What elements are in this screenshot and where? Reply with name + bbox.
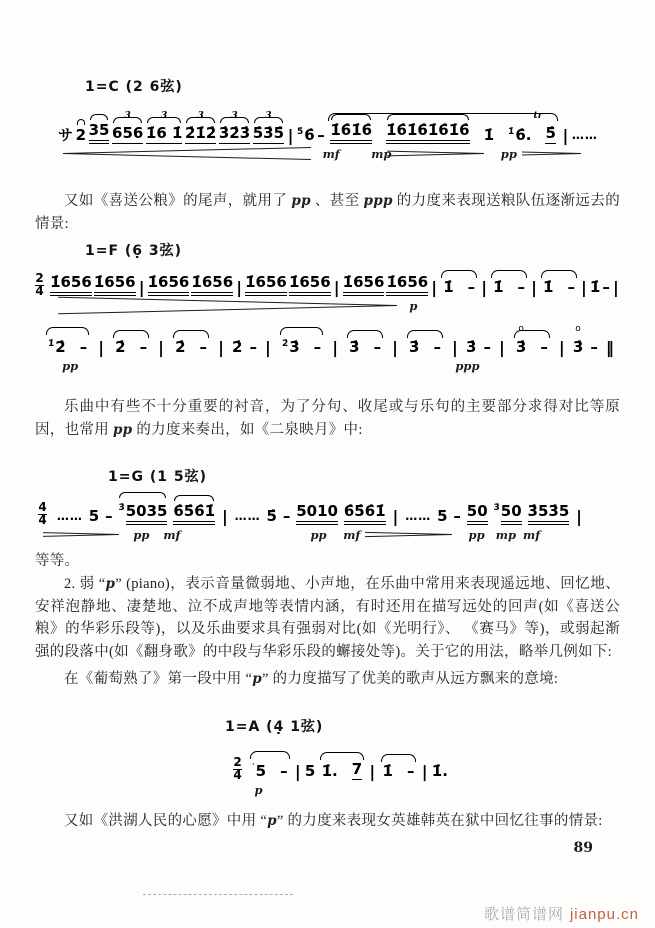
note: 1̇ [443,278,454,296]
note: 5̇3̇5̇ 3 [253,125,284,144]
note: – [282,507,291,525]
continuation-dots: …… [56,509,83,523]
note: 1̇656 [50,274,92,296]
notation-row [45,318,615,356]
note: $^{3̇}$50 [494,500,522,525]
note: 1̇656 [191,274,233,296]
slurred-group [513,324,551,356]
note: – [79,338,88,356]
note: $^{1̇}$2̇ [48,338,66,356]
grace-note: ′ [252,763,255,773]
dynamics-row [233,782,448,798]
barline: | [369,762,376,781]
paragraph-text: 、甚至 [310,193,364,209]
barline: | [576,507,582,526]
note: サ [58,126,74,144]
slurred-group [380,763,418,780]
note: 1̇ [543,278,554,296]
barline: | [138,278,145,297]
dynamic-mark-mf: mf [523,528,541,542]
note: 1̇ [493,278,504,296]
barline: | [558,338,565,357]
key-signature-f: 1=F (6̣ 3弦) [85,243,183,259]
note: 3̇2̇3̇ 3 [219,125,250,144]
key-signature-a: 1=A (4̣ 1弦) [225,719,324,735]
note: $^{1̇}$6̇. tr [508,124,531,144]
note: 7 [351,760,363,778]
note: 2̇ [115,338,126,356]
note: 5 [304,762,316,780]
barline: | [562,126,569,145]
note: 3̇ [465,338,477,356]
triplet-number: 3 [197,111,204,121]
note: $^{3̇}$5035 [118,500,167,525]
note: – [406,762,415,780]
notation-row [35,256,620,296]
dynamics-row [38,527,583,543]
slurred-group [172,339,210,356]
dynamic-mark-p: p [254,783,263,797]
barline: | [452,338,458,357]
note: 3̇ o [516,339,526,356]
barline: | [221,507,228,526]
barline: | [481,278,488,297]
music-system-erquan [38,482,583,543]
dynamic-mark-text: pp [112,421,133,438]
dynamics-row [45,358,615,374]
note: 35 [89,122,110,144]
note: $^{2̇}$3̇ [281,338,300,356]
slurred-group [279,336,324,356]
note: 5̇ [266,507,277,525]
barline: | [236,278,243,297]
grace-note: 5̇ [297,127,304,137]
trill-icon: tr [533,111,543,121]
triplet-number: 3 [231,111,238,121]
note: – [517,278,526,296]
dynamic-mark-text: pp [291,193,311,209]
note: 1̇656 [148,274,190,296]
slurred-group [112,339,150,356]
note: 2̇ [175,338,186,356]
barline: | [332,338,339,357]
paragraph-honghu [35,810,620,833]
slur-icon [46,327,89,335]
note: 1̇656 [94,274,136,296]
paragraph-text: 的力度来表现送粮队伍逐渐远去的情景: [35,193,620,232]
watermark-url: jianpu.cn [569,906,639,923]
grace-note: 3̇ [493,503,500,513]
paragraph-text: 又如《喜送公粮》的尾声，就用了 [64,193,292,209]
paragraph-text: 又如《洪湖人民的心愿》中用 “ [64,813,268,829]
music-system-putao [233,740,448,798]
harmonic-icon: o [518,324,524,334]
key-signature-g: 1=G (1 5弦) [108,469,207,485]
note: 1̇ [382,762,393,780]
grace-note: 1̇ [48,339,55,349]
watermark-site-name: 歌谱简谱网 [483,906,564,923]
slurred-group [440,279,478,296]
barline: | [421,762,428,781]
dynamic-mark-text: ppp [363,193,393,209]
note: 656 3 [112,125,143,144]
note: 1̇656 [245,274,287,296]
note: – [483,338,491,356]
note: 5̇ [545,124,556,142]
slurred-group [490,279,528,296]
slur-icon [441,270,477,278]
paragraph-weak-p [35,573,620,663]
notation-row [58,104,598,144]
barline: ‖ [605,338,614,357]
note: 2̇1̇2̇ 3 [185,125,216,144]
triplet-number: 3 [161,111,168,121]
dynamic-mark-mf: mf [343,528,361,542]
barline: | [499,338,505,357]
note: – [280,762,288,780]
note: 2 [76,127,86,144]
dynamic-mark-text: p [252,671,263,687]
paragraph-putao [35,668,620,691]
note: 5 [437,507,448,525]
note: 5010 [296,503,338,525]
dynamic-mark-pp: pp [310,528,327,542]
slurred-group [249,760,290,780]
dynamic-mark-text: p [267,813,277,829]
music-system-f-line2 [45,318,615,374]
note: 3̇ [349,338,360,356]
paragraph-xisong [35,190,620,235]
paragraph-text: 乐曲中有些不十分重要的衬音，为了分句、收尾或与乐句的主要部分求得对比等原因，也常用 [35,399,620,438]
note: 6̇5̇6̇1̇ [344,503,386,525]
note: 1̇. [431,762,448,780]
note: – [199,338,208,356]
note: $^{5̇}$6̇ [297,126,315,144]
barline: | [581,278,587,297]
key-signature-c: 1=C (2 6弦) [85,79,183,95]
note: – [105,507,113,525]
grace-note: 2̇ [281,339,289,349]
note: – [602,278,610,296]
note: 2̇ [231,338,243,356]
text-dengdeng: 等等。 [35,553,80,569]
note: – [313,338,322,356]
slur-icon [347,330,383,338]
decrescendo-hairpin-icon [43,530,119,539]
note: ′5 [252,762,267,780]
slur-icon [113,330,149,338]
note: – [373,338,382,356]
scan-artifact-rule [143,894,293,895]
dynamic-mark-pp: pp [468,528,485,542]
barline: | [431,278,438,297]
dynamic-mark-text: p [105,576,116,592]
slur-icon [174,495,214,501]
note: – [567,278,575,296]
slur-icon [387,114,469,120]
slur-icon [331,114,371,120]
note: 3̇ o [573,339,583,356]
slur-icon [407,330,443,338]
time-signature: 2 4 [233,755,242,782]
barline: | [612,278,619,297]
barline: | [218,338,224,357]
dynamic-mark-mp: mp [371,147,392,161]
note: 1̇656 [289,274,331,296]
note: 1̇. [321,762,338,780]
note: – [467,278,476,296]
slurred-group [346,339,384,356]
paragraph-text: ” 的力度描写了优美的歌声从远方飘来的意境: [262,671,559,687]
note: – [139,338,148,356]
triplet-number: 3 [124,111,131,121]
grace-note: 1̇ [508,127,515,137]
time-signature: 2 4 [35,271,44,298]
note: – [433,338,441,356]
dynamic-mark-p: p [409,299,418,313]
barline: | [294,762,301,781]
paragraph-chenyin [35,396,620,441]
dynamic-mark-ppp: ppp [455,359,480,373]
dynamic-mark-mp: mp [495,528,517,542]
notation-row [38,482,583,525]
slur-icon [280,327,323,335]
slurred-group [406,339,444,356]
slur-icon [173,330,209,338]
note: 1̇ [589,278,601,296]
slur-icon [119,492,166,498]
continuation-dots: …… [234,509,261,523]
paragraph-text: ” (piano)，表示音量微弱地、小声地，在乐曲中常用来表现遥远地、回忆地、安祥泡静地、凄楚地、泣不成声地等表情内涵，有时还用在描写远处的回声(如《喜送公粮》的华彩乐段等)，以及乐曲要求具有强弱对比(如《光明行》、 《赛马》等)，或弱起渐强的段落中(如《翻身歌》的中段与华彩乐段的蠏接处等)。关于它的用法，略举几例如下: [35,576,620,660]
note: 1̇6̇1̇6̇1̇6̇1̇6̇ [386,122,470,144]
barline: | [265,338,271,357]
notation-row [233,740,448,780]
dynamic-mark-pp: pp [500,147,517,161]
note: 50 [467,503,488,525]
continuation-dots: …… [571,128,598,142]
decrescendo-hairpin-icon [522,149,581,158]
music-system-coda-c [58,104,598,162]
note: – [590,338,598,356]
dynamic-mark-pp: pp [62,359,79,373]
note: 1̇6 1̇ 3 [146,125,183,144]
crescendo-hairpin-icon [63,149,311,158]
note: 6̇5̇6̇1̇ [173,503,215,525]
decrescendo-hairpin-icon [365,530,452,539]
barline: | [287,126,294,145]
slur-icon [491,270,527,278]
music-system-f-line1 [35,256,620,314]
page-number: 89 [573,840,593,856]
note: 1̇656 [343,274,385,296]
time-signature: 4 4 [38,500,47,527]
slur-icon [381,754,417,762]
barline: | [333,278,340,297]
decrescendo-hairpin-icon [387,149,484,158]
note: 5 [88,507,100,525]
slurred-group [319,761,366,780]
slurred-group [540,279,578,296]
paragraph-text: 在《葡萄熟了》第一段中用 “ [64,671,253,687]
slur-icon [250,751,289,759]
triplet-number: 3 [265,111,272,121]
dynamic-mark-mf: mf [322,147,340,161]
slurred-group [45,336,90,356]
note: – [453,507,461,525]
note: 3̇ [409,338,420,356]
barline: | [392,507,399,526]
dynamics-row [58,146,598,162]
note: 1̇6̇1̇6̇ [330,122,372,144]
dynamic-mark-pp: pp [133,528,150,542]
note: 1̇ [483,126,495,144]
barline: | [392,338,398,357]
slur-icon [90,114,109,120]
note: – [249,338,257,356]
slurred-group [327,111,559,144]
paragraph-text: 2. 弱 “ [64,576,106,592]
watermark [484,903,639,924]
continuation-dots: …… [405,509,432,523]
paragraph-text: 的力度来奏出，如《二泉映月》中: [132,421,363,438]
note: 3̇53̇5 [528,503,570,525]
barline: | [531,278,537,297]
grace-note: 3̇ [118,503,125,513]
dynamics-row [35,298,620,314]
slur-icon [77,119,85,125]
decrescendo-hairpin-icon [58,301,397,310]
barline: | [158,338,165,357]
paragraph-text: ” 的力度来表现女英雄韩英在狱中回忆往事的情景: [276,813,603,829]
note: – [317,126,325,144]
barline: | [98,338,105,357]
slur-icon [541,270,577,278]
slur-icon [320,752,365,760]
note: – [540,338,548,356]
harmonic-icon: o [575,324,581,334]
note: 1̇656 [386,274,428,296]
dynamic-mark-mf: mf [163,528,181,542]
